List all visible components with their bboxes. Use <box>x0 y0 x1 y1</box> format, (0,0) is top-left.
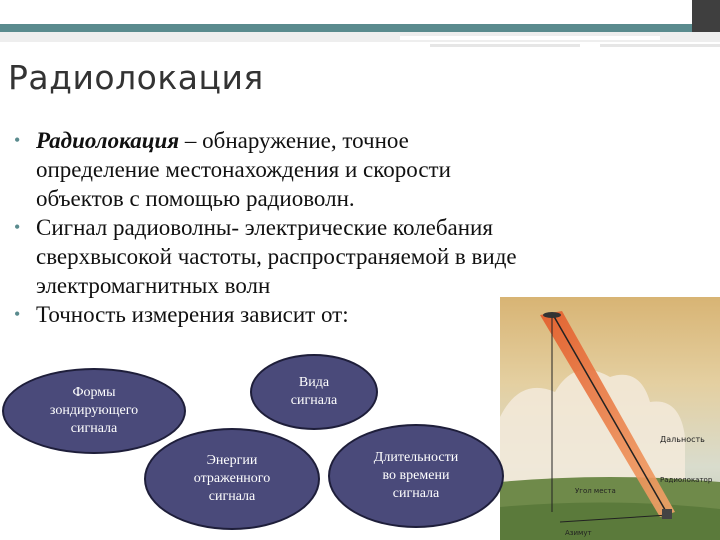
accent-bar <box>0 24 692 32</box>
top-bar <box>0 0 720 24</box>
slide-title: Радиолокация <box>8 58 264 97</box>
top-bar-corner <box>692 0 720 24</box>
bullet-line: электромагнитных волн <box>36 273 271 298</box>
factor-line: зондирующего <box>49 403 139 418</box>
bullet-line: Сигнал радиоволны- электрические колебания <box>36 215 493 240</box>
bullet-dot: • <box>14 217 21 237</box>
factor-oval-type <box>250 354 378 430</box>
bullet-dot: • <box>14 304 21 324</box>
factor-line: сигнала <box>290 393 338 408</box>
factor-oval-shape <box>2 368 186 454</box>
factor-line: сигнала <box>208 489 256 504</box>
bullet-line: объектов с помощью радиоволн. <box>36 186 355 211</box>
ground-shade <box>500 502 720 540</box>
bullet-item <box>14 213 704 300</box>
divider-highlight <box>400 36 660 40</box>
accent-bar-corner <box>692 24 720 32</box>
factor-line: отраженного <box>193 471 271 486</box>
bullet-line: определение местонахождения и скорости <box>36 157 451 182</box>
radar-antenna <box>662 509 672 519</box>
bullet-dot: • <box>14 130 21 150</box>
factor-line: Длительности <box>373 450 459 465</box>
label-range: Дальность <box>660 435 705 444</box>
factor-line: сигнала <box>70 421 118 436</box>
bullet-line: Точность измерения зависит от: <box>36 302 349 327</box>
radar-illustration <box>500 297 720 540</box>
bullet-term: Радиолокация <box>36 128 180 153</box>
label-elevation: Угол места <box>575 487 616 495</box>
divider-shade <box>430 44 580 47</box>
factor-line: Формы <box>72 385 116 400</box>
bullet-line: – обнаружение, точное <box>179 128 409 153</box>
label-radar: Радиолокатор <box>660 476 713 484</box>
bullet-item <box>14 126 704 213</box>
factor-oval-energy <box>144 428 320 530</box>
bullet-line: сверхвысокой частоты, распространяемой в виде <box>36 244 517 269</box>
factor-line: Энергии <box>206 453 258 468</box>
factor-line: сигнала <box>392 486 440 501</box>
target-aircraft <box>543 312 561 318</box>
divider-shade-right <box>600 44 720 47</box>
factor-oval-duration <box>328 424 504 528</box>
factor-line: Вида <box>298 375 330 390</box>
factor-line: во времени <box>382 468 450 483</box>
label-azimuth: Азимут <box>565 529 592 537</box>
